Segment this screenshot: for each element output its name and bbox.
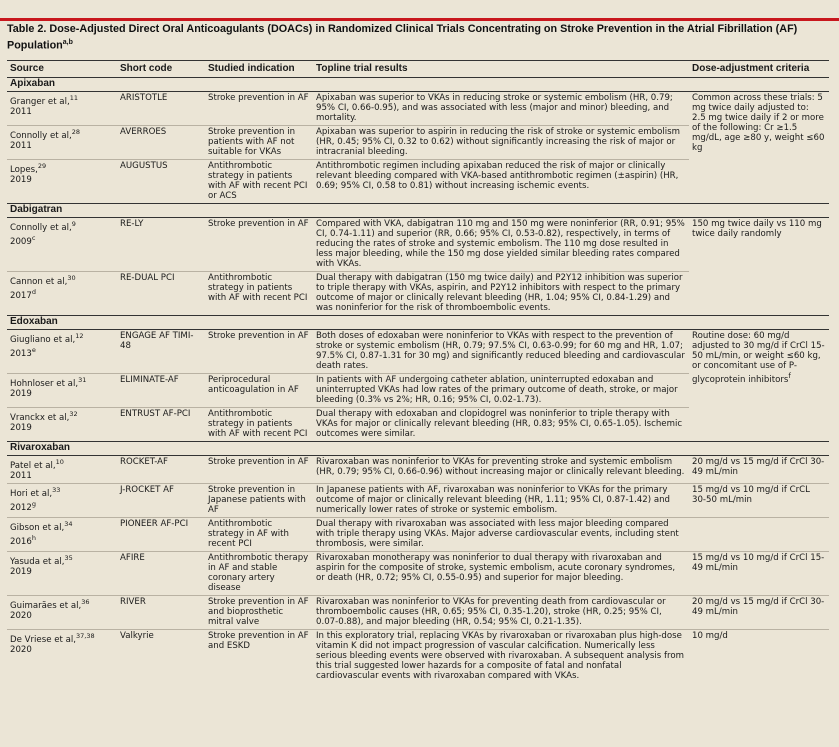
cell-source (7, 408, 117, 442)
cell-results: Rivaroxaban monotherapy was noninferior to dual therapy with rivaroxaban and aspirin for the composite of stroke, systemic embolism, acute coronary syndromes, or death (HR, 0.72; 95% CI, 0.55-0.95) and superior for major bleeding. (313, 551, 689, 595)
source-author: Cannon et al, (10, 276, 68, 287)
source-ref: 29 (37, 162, 47, 170)
criteria-text: Common across these trials: 5 mg twice daily adjusted to: 2.5 mg twice daily if 2 or more of the following: Cr ≥1.5 mg/dL, age ≥80 y, weight ≤60 kg (692, 93, 825, 153)
table-row (7, 456, 829, 484)
cell-short-code: AUGUSTUS (117, 160, 205, 204)
cell-indication: Stroke prevention in Japanese patients with AF (205, 483, 313, 517)
year-footnote: e (31, 345, 36, 354)
cell-short-code: Valkyrie (117, 629, 205, 683)
cell-results: In Japanese patients with AF, rivaroxaban was noninferior to VKAs for the primary outcome of major or clinically relevant bleeding (HR, 1.11; 95% CI, 0.87-1.42) and numerically lower rates of stroke or systemic embolism. (313, 483, 689, 517)
cell-criteria: 15 mg/d vs 10 mg/d if CrCL 30-50 mL/min (689, 483, 829, 517)
source-author: Granger et al, (10, 96, 70, 107)
cell-short-code: ENGAGE AF TIMI-48 (120, 331, 194, 351)
source-ref: 35 (64, 553, 73, 562)
year-footnote: c (31, 233, 36, 242)
source-ref: 30 (67, 274, 76, 282)
source-year: 2019 (10, 174, 32, 185)
source-year: 2019 (10, 422, 32, 433)
header-source: Source (7, 61, 117, 78)
cell-short-code: AVERROES (117, 126, 205, 160)
source-year: 2020 (10, 644, 32, 655)
source-author: Hohnloser et al, (10, 378, 79, 389)
source-ref: 36 (81, 597, 90, 606)
source-ref: 11 (69, 94, 78, 102)
cell-short-code: RE-LY (120, 219, 144, 229)
cell-criteria: 20 mg/d vs 15 mg/d if CrCl 30-49 mL/min (692, 457, 825, 477)
cell-source (7, 92, 117, 126)
source-ref: 32 (69, 410, 78, 418)
source-ref: 37,38 (76, 631, 95, 640)
table-title-text: Table 2. Dose-Adjusted Direct Oral Anticoagulants (DOACs) in Randomized Clinical Trials Concentrating on Stroke Prevention in the Atrial Fibrillation (AF) Population (7, 23, 798, 52)
group-name: Apixaban (7, 78, 829, 92)
cell-results: Dual therapy with rivaroxaban was associated with less major bleeding compared with triple therapy using VKAs. Major adverse cardiovascular events, including stent thrombosis, were similar. (313, 517, 689, 551)
table-row (7, 330, 829, 374)
cell-short-code: AFIRE (117, 551, 205, 595)
cell-results: Dual therapy with dabigatran (150 mg twice daily) and P2Y12 inhibition was superior to triple therapy with VKAs, aspirin, and P2Y12 inhibitors with respect to the primary outcome of major or clinically relevant bleeding (HR, 1.04; 95% CI, 0.84-1.29) and was noninferior for the risk of thromboembolic events. (313, 272, 689, 316)
cell-indication: Antithrombotic strategy in patients with AF with recent PCI (205, 272, 313, 316)
doac-table (7, 60, 829, 683)
cell-results: Dual therapy with edoxaban and clopidogrel was noninferior to triple therapy with VKAs for major or clinically relevant bleeding (HR, 0.83; 95% CI, 0.65-1.05). Ischemic outcomes were similar. (313, 408, 689, 442)
cell-indication: Periprocedural anticoagulation in AF (205, 374, 313, 408)
cell-source (7, 629, 117, 683)
cell-indication: Antithrombotic strategy in patients with AF with recent PCI or ACS (205, 160, 313, 204)
criteria-text: 150 mg twice daily vs 110 mg twice daily randomly (692, 219, 822, 239)
cell-indication: Antithrombotic strategy in patients with AF with recent PCI (205, 408, 313, 442)
cell-short-code: ARISTOTLE (120, 93, 168, 103)
cell-short-code: J-ROCKET AF (117, 483, 205, 517)
cell-results: Antithrombotic regimen including apixaban reduced the risk of major or clinically relevant bleeding compared with VKA-based antithrombotic regimen (±aspirin) (HR, 0.69; 95% CI, 0.58 to 0.81) without increasing ischemic events. (313, 160, 689, 204)
table-header-row (7, 61, 829, 78)
group-row (7, 442, 829, 456)
cell-criteria (689, 330, 829, 442)
header-indication: Studied indication (205, 61, 313, 78)
table-title-footnote: a,b (62, 39, 73, 46)
source-year: 2011 (10, 140, 32, 151)
cell-criteria (689, 218, 829, 316)
year-footnote: h (31, 533, 36, 542)
group-name: Rivaroxaban (7, 442, 829, 456)
cell-source (7, 272, 117, 316)
cell-source (7, 456, 117, 484)
cell-criteria: 10 mg/d (689, 629, 829, 683)
source-author: Vranckx et al, (10, 412, 70, 423)
group-name: Edoxaban (7, 316, 829, 330)
source-ref: 10 (55, 458, 64, 466)
cell-criteria: 20 mg/d vs 15 mg/d if CrCl 30-49 mL/min (689, 595, 829, 629)
cell-source (7, 126, 117, 160)
cell-short-code: RIVER (117, 595, 205, 629)
cell-results: In patients with AF undergoing catheter ablation, uninterrupted edoxaban and uninterrupted VKAs had low rates of the primary outcome of death, stroke, or major bleeding (0.3% vs 2%; HR, 0.16; 95% CI, 0.02-1.73). (313, 374, 689, 408)
source-year: 2016 (10, 536, 32, 547)
table-row (7, 629, 829, 683)
source-author: Hori et al, (10, 488, 53, 499)
table-row (7, 551, 829, 595)
cell-indication: Stroke prevention in AF and ESKD (205, 629, 313, 683)
source-ref: 28 (71, 128, 81, 136)
cell-source (7, 483, 117, 517)
group-name: Dabigatran (7, 204, 829, 218)
source-author: Guimarães et al, (10, 600, 82, 611)
cell-short-code: ENTRUST AF-PCI (117, 408, 205, 442)
source-year: 2011 (10, 106, 32, 117)
group-row (7, 204, 829, 218)
cell-results: Rivaroxaban was noninferior to VKAs for preventing death from cardiovascular or thromboembolic causes (HR, 0.65; 95% CI, 0.35-1.20), stroke (HR, 0.25; 95% CI, 0.07-0.88), and major bleeding (HR, 0.54; 95% CI, 0.21-1.35). (313, 595, 689, 629)
table-title (7, 23, 827, 53)
cell-results: Rivaroxaban was noninferior to VKAs for preventing stroke and systemic embolism (HR, 0.79; 95% CI, 0.66-0.96) without increasing major or clinically relevant bleeding. (316, 457, 685, 477)
source-ref: 9 (71, 220, 76, 228)
table-row (7, 595, 829, 629)
cell-results: In this exploratory trial, replacing VKAs by rivaroxaban or rivaroxaban plus high-dose vitamin K did not impact progression of vascular calcification. Numerically less serious bleeding events were observed with rivaroxaban. A subsequent analysis from this trial suggested lower hazards for a composite of fatal and nonfatal cardiovascular events with rivaroxaban compared with VKAs. (313, 629, 689, 683)
cell-indication: Stroke prevention in patients with AF not suitable for VKAs (205, 126, 313, 160)
table-row (7, 218, 829, 272)
source-year: 2009 (10, 236, 32, 247)
cell-source (7, 517, 117, 551)
table-body (7, 78, 829, 683)
cell-indication: Stroke prevention in AF (208, 331, 309, 341)
source-ref: 31 (78, 376, 87, 384)
table-row (7, 92, 829, 126)
cell-criteria: 15 mg/d vs 10 mg/d if CrCl 15-49 mL/min (689, 551, 829, 595)
source-year: 2013 (10, 348, 32, 359)
table-row (7, 483, 829, 517)
cell-short-code: PIONEER AF-PCI (117, 517, 205, 551)
source-author: Lopes, (10, 164, 38, 175)
source-ref: 12 (75, 332, 84, 340)
source-author: Connolly et al, (10, 130, 72, 141)
cell-criteria (689, 517, 829, 551)
source-author: Patel et al, (10, 460, 56, 471)
source-author: De Vriese et al, (10, 634, 76, 645)
source-year: 2020 (10, 610, 32, 621)
cell-indication: Stroke prevention in AF and bioprosthetic mitral valve (205, 595, 313, 629)
cell-short-code: RE-DUAL PCI (117, 272, 205, 316)
cell-indication: Antithrombotic strategy in AF with recent PCI (205, 517, 313, 551)
header-criteria: Dose-adjustment criteria (689, 61, 829, 78)
source-year: 2017 (10, 290, 32, 301)
cell-results: Compared with VKA, dabigatran 110 mg and 150 mg were noninferior (RR, 0.91; 95% CI, 0.74-1.11) and superior (RR, 0.66; 95% CI, 0.53-0.82), respectively, in terms of reducing the rates of stroke and systemic embolism. The 110 mg dose resulted in less major bleeding, while the 150 mg dose yielded similar bleeding rates compared with VKAs. (316, 219, 685, 269)
cell-results: Apixaban was superior to aspirin in reducing the risk of stroke or systemic embolism (HR, 0.45; 95% CI, 0.32 to 0.62) without significantly increasing the risk of major or intracranial bleeding. (313, 126, 689, 160)
source-author: Gibson et al, (10, 522, 65, 533)
top-rule (0, 18, 839, 21)
cell-indication: Stroke prevention in AF (208, 93, 309, 103)
header-results: Topline trial results (313, 61, 689, 78)
source-ref: 33 (52, 485, 61, 494)
source-author: Connolly et al, (10, 222, 72, 233)
cell-indication: Stroke prevention in AF (208, 219, 309, 229)
cell-short-code: ROCKET-AF (120, 457, 168, 467)
cell-source (7, 595, 117, 629)
source-author: Yasuda et al, (10, 556, 65, 567)
source-author: Giugliano et al, (10, 334, 76, 345)
cell-indication: Stroke prevention in AF (208, 457, 309, 467)
source-year: 2019 (10, 566, 32, 577)
cell-results: Apixaban was superior to VKAs in reducing stroke or systemic embolism (HR, 0.79; 95% CI, 0.66-0.95), and was associated with less (major and minor) bleeding, and mortality. (316, 93, 673, 123)
cell-source (7, 551, 117, 595)
table-row (7, 517, 829, 551)
cell-short-code: ELIMINATE-AF (117, 374, 205, 408)
cell-source (7, 218, 117, 272)
criteria-text: Routine dose: 60 mg/d adjusted to 30 mg/d if CrCl 15-50 mL/min, or weight ≤60 kg, or concomitant use of P-glycoprotein inhibitors (692, 331, 825, 385)
source-year: 2012 (10, 502, 32, 513)
cell-indication: Antithrombotic therapy in AF and stable coronary artery disease (205, 551, 313, 595)
criteria-footnote: f (788, 371, 791, 380)
year-footnote: g (31, 499, 37, 508)
cell-results: Both doses of edoxaban were noninferior to VKAs with respect to the prevention of stroke or systemic embolism (HR, 0.79; 97.5% CI, 0.63-0.99; for 60 mg and HR, 1.07; 97.5% CI, 0.87-1.31 for 30 mg) and significantly reduced bleeding and cardiovascular death rates. (316, 331, 685, 371)
source-year: 2019 (10, 388, 32, 399)
cell-source (7, 374, 117, 408)
source-ref: 34 (64, 519, 73, 528)
cell-source (7, 330, 117, 374)
header-short-code: Short code (117, 61, 205, 78)
cell-criteria (689, 92, 829, 204)
source-year: 2011 (10, 470, 32, 481)
group-row (7, 316, 829, 330)
cell-source (7, 160, 117, 204)
group-row (7, 78, 829, 92)
year-footnote: d (31, 287, 37, 296)
